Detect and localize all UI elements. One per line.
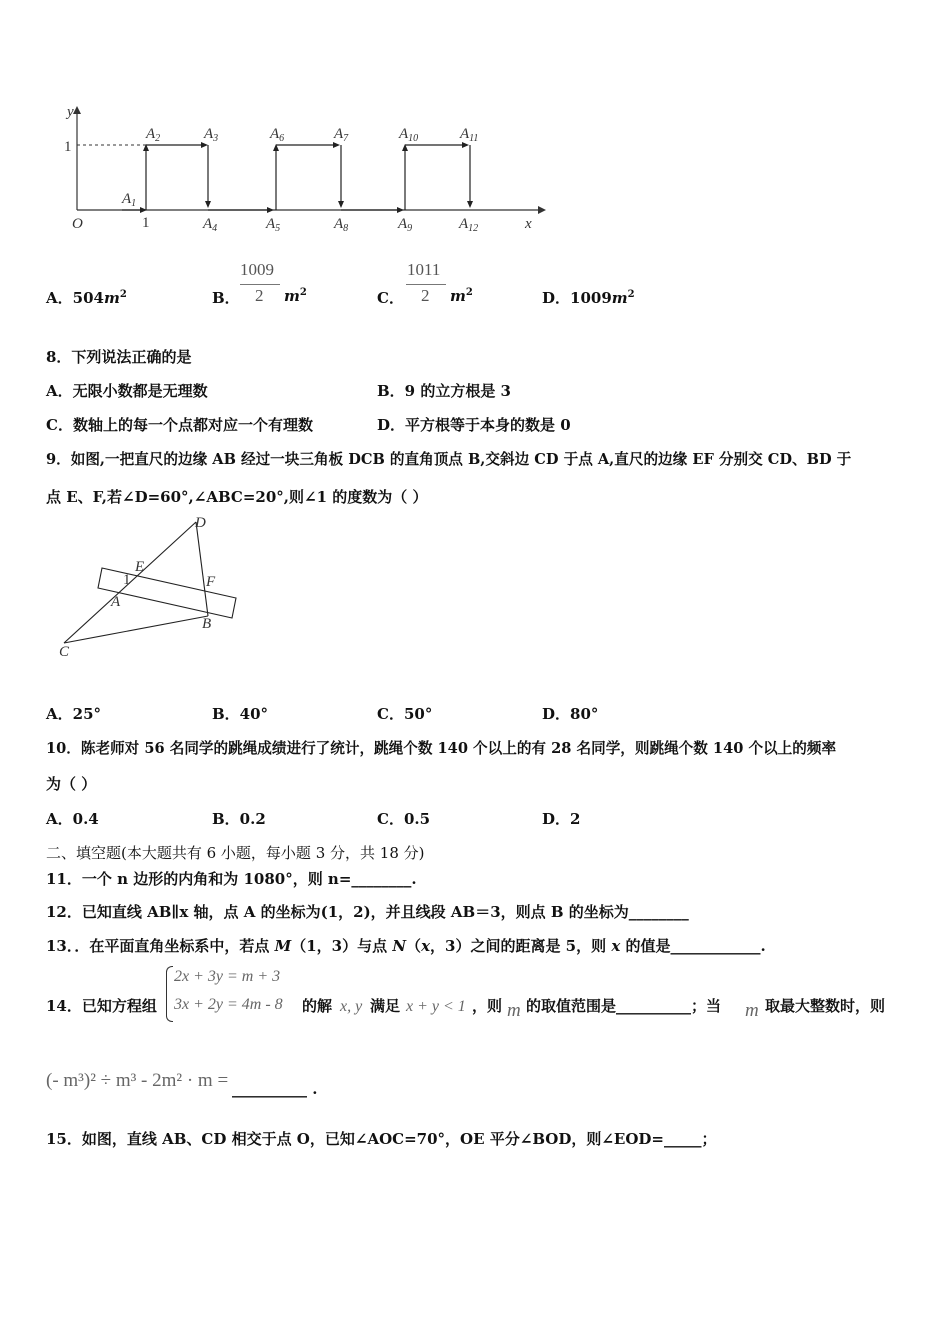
q8-stem: 8．下列说法正确的是 xyxy=(46,348,192,366)
q7-option-b-fraction-bar xyxy=(240,284,280,285)
q7-point-A1: $A_1$ xyxy=(122,191,137,209)
q9-label-B: B xyxy=(202,616,212,632)
q7-tick-x: 1 xyxy=(142,215,150,231)
q10-option-d[interactable]: D．2 xyxy=(542,810,581,828)
q7-point-A4: $A_4$ xyxy=(203,216,218,234)
q7-option-b-numerator: 1009 xyxy=(240,260,274,279)
q9-label-F: F xyxy=(206,574,216,590)
q7-point-A11: $A_{11}$ xyxy=(460,126,479,144)
q7-option-d[interactable]: D．$1009m^2$ xyxy=(542,289,635,307)
q7-option-a-unit: m xyxy=(103,289,120,307)
q9-option-b[interactable]: B．40° xyxy=(212,705,269,723)
q7-option-c-numerator: 1011 xyxy=(407,260,441,279)
q7-option-c-denominator: 2 xyxy=(421,286,430,305)
q7-point-A12: $A_{12}$ xyxy=(459,216,479,234)
q14-expression: (- m³)² ÷ m³ - 2m² · m = xyxy=(46,1070,229,1091)
q12-text: 12．已知直线 AB∥x 轴，点 A 的坐标为(1，2)，并且线段 AB＝3，则点 B 的坐标为________ xyxy=(46,903,689,921)
q9-option-a[interactable]: A．25° xyxy=(46,705,102,723)
q9-stem-line2: 点 E、F,若∠D=60°,∠ABC=20°,则∠1 的度数为（ ） xyxy=(46,488,428,506)
q7-tick-y: 1 xyxy=(64,139,72,155)
q7-option-b-denominator: 2 xyxy=(255,286,264,305)
q14-answer-blank: __________ . xyxy=(232,1080,318,1098)
q10-option-a[interactable]: A．0.4 xyxy=(46,810,99,828)
q7-axis-y-label: y xyxy=(67,104,74,120)
q8-option-c[interactable]: C．数轴上的每一个点都对应一个有理数 xyxy=(46,416,313,434)
q13-text: 13．．在平面直角坐标系中，若点 M（1，3）与点 N（x，3）之间的距离是 5，则 x 的值是____________. xyxy=(46,937,766,955)
section-2-heading: 二、填空题(本大题共有 6 小题，每小题 3 分，共 18 分) xyxy=(46,844,425,862)
q14-vars: x, y xyxy=(340,998,363,1015)
q14-mid3: ，则 xyxy=(472,997,503,1015)
q14-equation-1: 2x + 3y = m + 3 xyxy=(174,968,281,985)
q8-option-d[interactable]: D．平方根等于本身的数是 0 xyxy=(377,416,571,434)
q14-mid5: 取最大整数时，则 xyxy=(765,997,886,1015)
q9-label-angle-1: 1 xyxy=(123,572,131,588)
q7-option-c-fraction-bar xyxy=(406,284,446,285)
q7-point-A5: $A_5$ xyxy=(266,216,281,234)
q9-stem-line1: 9．如图,一把直尺的边缘 AB 经过一块三角板 DCB 的直角顶点 B,交斜边 CD 于点 A,直尺的边缘 EF 分别交 CD、BD 于 xyxy=(46,451,852,468)
q7-point-A3: $A_3$ xyxy=(204,126,219,144)
q7-option-a-unit-exp: 2 xyxy=(119,289,127,300)
q7-point-A6: $A_6$ xyxy=(270,126,285,144)
q7-point-A10: $A_{10}$ xyxy=(399,126,419,144)
q7-option-a[interactable] xyxy=(46,287,127,308)
q7-option-a-letter: A． xyxy=(46,289,73,307)
q7-option-b-letter[interactable]: B． xyxy=(212,289,240,307)
q7-option-c-unit: $m^2$ xyxy=(450,287,473,305)
q9-option-d[interactable]: D．80° xyxy=(542,705,599,723)
q14-prefix: 14．已知方程组 xyxy=(46,997,157,1015)
q15-text: 15．如图，直线 AB、CD 相交于点 O，已知∠AOC=70°，OE 平分∠BOD，则∠EOD=_____； xyxy=(46,1130,717,1148)
q7-point-A8: $A_8$ xyxy=(334,216,349,234)
q14-system-brace xyxy=(166,966,173,1022)
q9-label-E: E xyxy=(135,559,145,575)
q7-axis-x-label: x xyxy=(525,216,532,232)
q10-stem-line1: 10．陈老师对 56 名同学的跳绳成绩进行了统计，跳绳个数 140 个以上的有 28 名同学，则跳绳个数 140 个以上的频率 xyxy=(46,740,837,757)
q9-label-A: A xyxy=(111,594,121,610)
q9-label-C: C xyxy=(59,644,70,660)
q10-option-c[interactable]: C．0.5 xyxy=(377,810,431,828)
q14-var-m-2: m xyxy=(745,1000,759,1021)
q7-point-A7: $A_7$ xyxy=(334,126,349,144)
q14-condition: x + y < 1 xyxy=(406,998,466,1015)
q11-text: 11．一个 n 边形的内角和为 1080°，则 n=________. xyxy=(46,870,417,888)
q9-option-c[interactable]: C．50° xyxy=(377,705,433,723)
q13-point-n: N xyxy=(392,937,407,955)
q7-option-a-value: 504 xyxy=(72,289,104,307)
q7-origin-label: O xyxy=(72,216,83,232)
q10-option-b[interactable]: B．0.2 xyxy=(212,810,266,828)
q7-coordinate-figure xyxy=(60,100,560,240)
q13-point-m: M xyxy=(274,937,292,955)
q7-point-A9: $A_9$ xyxy=(398,216,413,234)
q8-option-b[interactable]: B．9 的立方根是 3 xyxy=(377,382,511,400)
q7-point-A2: $A_2$ xyxy=(146,126,161,144)
q14-mid2: 满足 xyxy=(370,997,401,1015)
q9-figure xyxy=(50,510,250,665)
q7-option-b-unit: $m^2$ xyxy=(284,287,307,305)
q7-option-c-letter[interactable]: C． xyxy=(377,289,404,307)
q8-option-a[interactable]: A．无限小数都是无理数 xyxy=(46,382,208,400)
q9-label-D: D xyxy=(195,515,206,531)
q14-var-m-1: m xyxy=(507,1000,521,1021)
q10-stem-line2: 为（ ） xyxy=(46,775,97,793)
q14-mid1: 的解 xyxy=(302,997,333,1015)
q14-equation-2: 3x + 2y = 4m - 8 xyxy=(174,996,283,1013)
q14-mid4: 的取值范围是__________；当 xyxy=(526,997,722,1015)
